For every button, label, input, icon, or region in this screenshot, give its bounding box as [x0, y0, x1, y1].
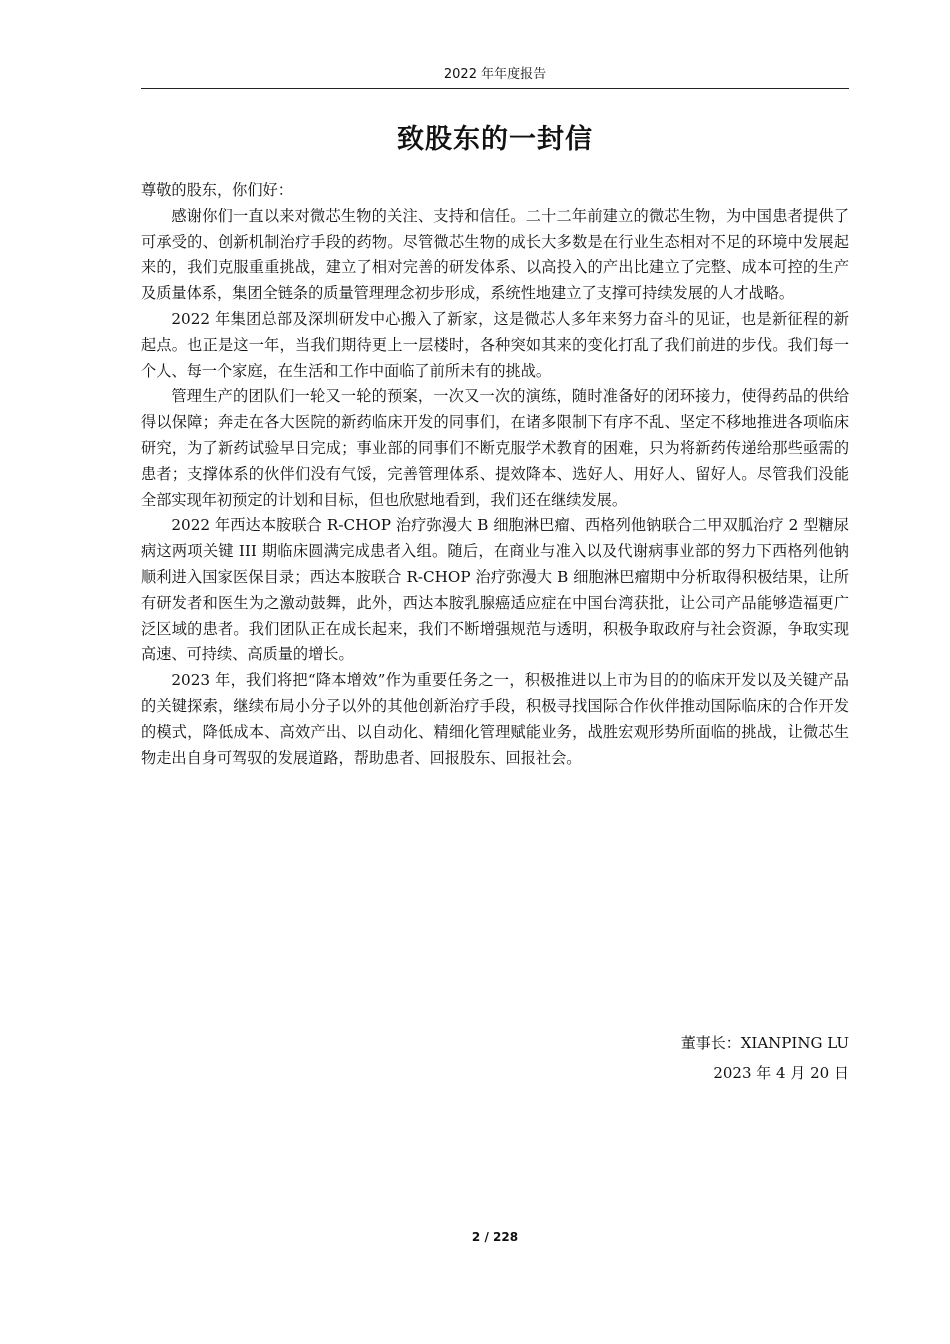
header-divider [141, 88, 849, 89]
signature-date: 2023 年 4 月 20 日 [713, 1064, 849, 1082]
signature-block [681, 1028, 849, 1088]
greeting: 尊敬的股东，你们好： [141, 181, 293, 199]
paragraph-1: 感谢你们一直以来对微芯生物的关注、支持和信任。二十二年前建立的微芯生物，为中国患者提供了可承受的、创新机制治疗手段的药物。尽管微芯生物的成长大多数是在行业生态相对不足的环境中发展起来的，我们克服重重挑战，建立了相对完善的研发体系、以高投入的产出比建立了完整、成本可控的生产及质量体系，集团全链条的质量管理理念初步形成，系统性地建立了支撑可持续发展的人才战略。 [141, 206, 849, 303]
chairman-signature: 董事长：XIANPING LU [680, 1034, 849, 1052]
page-header: 2022 年年度报告 [443, 67, 547, 82]
letter-body [141, 178, 849, 771]
paragraph-2: 2022 年集团总部及深圳研发中心搬入了新家，这是微芯人多年来努力奋斗的见证，也是新征程的新起点。也正是这一年，当我们期待更上一层楼时，各种突如其来的变化打乱了我们前进的步伐。我们每一个人、每一个家庭，在生活和工作中面临了前所未有的挑战。 [141, 309, 849, 380]
paragraph-4: 2022 年西达本胺联合 R-CHOP 治疗弥漫大 B 细胞淋巴瘤、西格列他钠联合二甲双胍治疗 2 型糖尿病这两项关键 III 期临床圆满完成患者入组。随后，在商业与准入以及代谢病事业部的努力下西格列他钠顺利进入国家医保目录；西达本胺联合 R-CHOP 治疗弥漫大 B 细胞淋巴瘤期中分析取得积极结果，让所有研发者和医生为之激动鼓舞，此外，西达本胺乳腺癌适应症在中国台湾获批，让公司产品能够造福更广泛区域的患者。我们团队正在成长起来，我们不断增强规范与透明，积极争取政府与社会资源，争取实现高速、可持续、高质量的增长。 [141, 516, 849, 664]
page-number: 2 / 228 [471, 1230, 519, 1244]
letter-title: 致股东的一封信 [397, 124, 593, 155]
paragraph-5: 2023 年，我们将把“降本增效”作为重要任务之一，积极推进以上市为目的的临床开发以及关键产品的关键探索，继续布局小分子以外的其他创新治疗手段，积极寻找国际合作伙伴推动国际临床的合作开发的模式，降低成本、高效产出、以自动化、精细化管理赋能业务，战胜宏观形势所面临的挑战，让微芯生物走出自身可驾驭的发展道路，帮助患者、回报股东、回报社会。 [141, 671, 849, 767]
paragraph-3: 管理生产的团队们一轮又一轮的预案，一次又一次的演练，随时准备好的闭环接力，使得药品的供给得以保障；奔走在各大医院的新药临床开发的同事们，在诸多限制下有序不乱、坚定不移地推进各项临床研究，为了新药试验早日完成；事业部的同事们不断克服学术教育的困难，只为将新药传递给那些亟需的患者；支撑体系的伙伴们没有气馁，完善管理体系、提效降本、选好人、用好人、留好人。尽管我们没能全部实现年初预定的计划和目标，但也欣慰地看到，我们还在继续发展。 [141, 387, 849, 509]
